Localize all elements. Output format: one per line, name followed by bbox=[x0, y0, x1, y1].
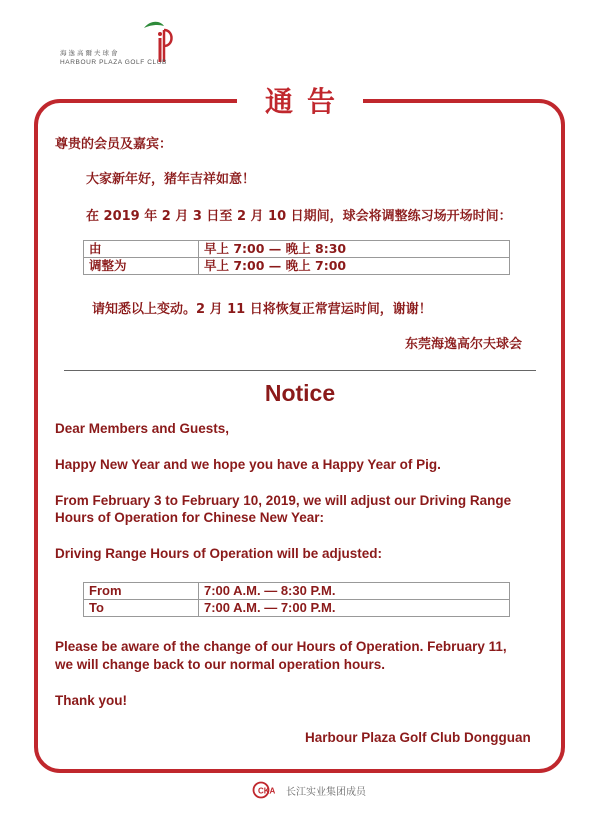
club-logo bbox=[60, 18, 190, 70]
english-hours-table bbox=[83, 582, 510, 617]
table-row bbox=[84, 241, 510, 258]
english-greeting: Happy New Year and we hope you have a Happy Year of Pig. bbox=[55, 457, 441, 472]
table-row bbox=[84, 600, 510, 617]
footer-logo-text: CKA bbox=[258, 786, 276, 796]
chinese-title: 通告 bbox=[237, 84, 363, 120]
chinese-closing: 请知悉以上变动。2 月 11 日将恢复正常营运时间，谢谢！ bbox=[92, 302, 432, 317]
logo-chinese-name: 海逸高爾夫球會 bbox=[60, 49, 120, 57]
english-closing-line1: Please be aware of the change of our Hours of Operation. February 11, bbox=[55, 639, 507, 654]
chinese-signature: 东莞海逸高尔夫球会 bbox=[405, 337, 523, 352]
logo-english-name: HARBOUR PLAZA GOLF CLUB bbox=[60, 59, 167, 66]
english-closing-line2: we will change back to our normal operation hours. bbox=[55, 657, 386, 672]
table-row bbox=[84, 583, 510, 600]
table-cell-label: 由 bbox=[84, 241, 199, 258]
english-salutation: Dear Members and Guests, bbox=[55, 421, 230, 436]
table-cell-label: From bbox=[84, 583, 199, 600]
chinese-intro: 在 2019 年 2 月 3 日至 2 月 10 日期间，球会将调整练习场开场时间： bbox=[86, 209, 512, 224]
chinese-hours-table bbox=[83, 240, 510, 275]
table-cell-hours: 早上 7:00 — 晚上 7:00 bbox=[199, 258, 510, 275]
cka-logo-icon bbox=[252, 781, 282, 799]
chinese-salutation: 尊贵的会员及嘉宾： bbox=[55, 137, 173, 152]
english-adjusted: Driving Range Hours of Operation will be adjusted: bbox=[55, 546, 383, 561]
footer-text: 长江实业集团成员 bbox=[286, 787, 366, 798]
chinese-greeting: 大家新年好，猪年吉祥如意！ bbox=[86, 172, 256, 187]
english-intro-line1: From February 3 to February 10, 2019, we will adjust our Driving Range bbox=[55, 493, 512, 508]
english-title: Notice bbox=[264, 380, 336, 406]
table-cell-label: 调整为 bbox=[84, 258, 199, 275]
section-divider bbox=[64, 370, 536, 371]
table-cell-hours: 早上 7:00 — 晚上 8:30 bbox=[199, 241, 510, 258]
english-thanks: Thank you! bbox=[55, 693, 128, 708]
table-cell-label: To bbox=[84, 600, 199, 617]
table-row bbox=[84, 258, 510, 275]
table-cell-hours: 7:00 A.M. — 7:00 P.M. bbox=[199, 600, 510, 617]
english-intro-line2: Hours of Operation for Chinese New Year: bbox=[55, 510, 325, 525]
table-cell-hours: 7:00 A.M. — 8:30 P.M. bbox=[199, 583, 510, 600]
english-signature: Harbour Plaza Golf Club Dongguan bbox=[305, 730, 531, 745]
